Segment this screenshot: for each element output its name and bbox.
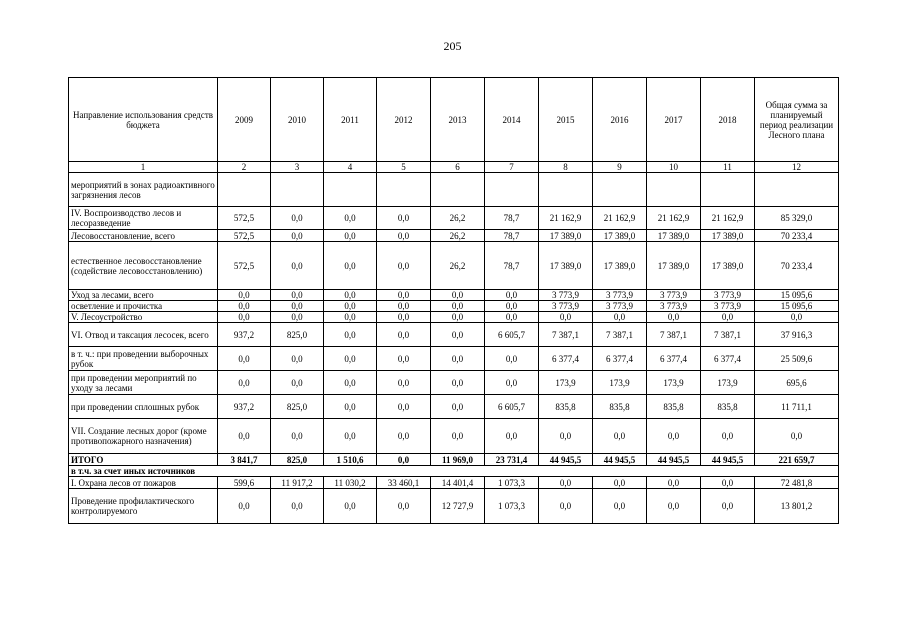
table-row: [69, 489, 839, 524]
cell-value: 0,0: [377, 454, 431, 466]
header-year: 2018: [701, 78, 755, 162]
row-label: Лесовосстановление, всего: [69, 230, 218, 242]
cell-value: 78,7: [485, 242, 539, 290]
cell-value: 13 801,2: [755, 489, 839, 524]
cell-value: 6 605,7: [485, 395, 539, 419]
header-year: 2017: [647, 78, 701, 162]
cell-value: 0,0: [324, 347, 377, 371]
header-year: 2016: [593, 78, 647, 162]
header-year: 2013: [431, 78, 485, 162]
header-year: 2010: [271, 78, 324, 162]
page-number: 205: [443, 39, 462, 53]
cell-value: 23 731,4: [485, 454, 539, 466]
column-number: 9: [593, 162, 647, 173]
cell-value: 12 727,9: [431, 489, 485, 524]
cell-value: 44 945,5: [593, 454, 647, 466]
cell-value: 0,0: [485, 347, 539, 371]
cell-value: 44 945,5: [701, 454, 755, 466]
cell-value: 0,0: [271, 347, 324, 371]
cell-value: 3 773,9: [701, 290, 755, 301]
cell-value: 0,0: [324, 323, 377, 347]
cell-value: 17 389,0: [647, 230, 701, 242]
cell-value: 37 916,3: [755, 323, 839, 347]
cell-value: 0,0: [647, 419, 701, 454]
cell-value: [701, 173, 755, 207]
table-row: [69, 371, 839, 395]
row-label: VII. Создание лесных дорог (кроме противопожарного назначения): [69, 419, 218, 454]
cell-value: 0,0: [377, 230, 431, 242]
table-body: [69, 173, 839, 524]
section-label: в т.ч. за счет иных источников: [69, 466, 839, 477]
cell-value: 599,6: [218, 477, 271, 489]
row-label: в т. ч.: при проведении выборочных рубок: [69, 347, 218, 371]
cell-value: 0,0: [271, 489, 324, 524]
header-row: [69, 78, 839, 162]
row-label: V. Лесоустройство: [69, 312, 218, 323]
cell-value: 7 387,1: [701, 323, 755, 347]
cell-value: 33 460,1: [377, 477, 431, 489]
cell-value: 835,8: [593, 395, 647, 419]
cell-value: 0,0: [377, 489, 431, 524]
cell-value: 173,9: [593, 371, 647, 395]
cell-value: 0,0: [324, 207, 377, 230]
cell-value: 3 773,9: [593, 301, 647, 312]
cell-value: 0,0: [701, 477, 755, 489]
row-label: мероприятий в зонах радиоактивного загрязнения лесов: [69, 173, 218, 207]
row-label: при проведении мероприятий по уходу за лесами: [69, 371, 218, 395]
cell-value: 0,0: [539, 312, 593, 323]
cell-value: [324, 173, 377, 207]
cell-value: 173,9: [539, 371, 593, 395]
header-year: 2015: [539, 78, 593, 162]
table-row: [69, 301, 839, 312]
cell-value: 825,0: [271, 323, 324, 347]
header-year: 2014: [485, 78, 539, 162]
cell-value: 937,2: [218, 323, 271, 347]
cell-value: 0,0: [431, 290, 485, 301]
cell-value: 0,0: [431, 347, 485, 371]
header-year: 2012: [377, 78, 431, 162]
cell-value: 26,2: [431, 242, 485, 290]
column-number: 7: [485, 162, 539, 173]
cell-value: 3 773,9: [647, 290, 701, 301]
cell-value: 21 162,9: [647, 207, 701, 230]
table-row: [69, 419, 839, 454]
cell-value: 17 389,0: [593, 242, 647, 290]
cell-value: 7 387,1: [593, 323, 647, 347]
cell-value: 26,2: [431, 207, 485, 230]
cell-value: 1 073,3: [485, 477, 539, 489]
cell-value: 11 711,1: [755, 395, 839, 419]
cell-value: 6 377,4: [647, 347, 701, 371]
table-row: [69, 477, 839, 489]
cell-value: 0,0: [539, 477, 593, 489]
cell-value: 0,0: [377, 242, 431, 290]
cell-value: [593, 173, 647, 207]
column-number: 1: [69, 162, 218, 173]
cell-value: 0,0: [485, 290, 539, 301]
cell-value: 0,0: [485, 371, 539, 395]
cell-value: 0,0: [377, 301, 431, 312]
cell-value: 0,0: [701, 419, 755, 454]
cell-value: 572,5: [218, 230, 271, 242]
cell-value: 0,0: [377, 347, 431, 371]
cell-value: 0,0: [539, 419, 593, 454]
cell-value: 0,0: [377, 207, 431, 230]
cell-value: 0,0: [377, 371, 431, 395]
column-number: 5: [377, 162, 431, 173]
cell-value: 173,9: [647, 371, 701, 395]
cell-value: 6 377,4: [701, 347, 755, 371]
cell-value: 173,9: [701, 371, 755, 395]
cell-value: 6 377,4: [539, 347, 593, 371]
cell-value: 78,7: [485, 230, 539, 242]
cell-value: 3 773,9: [647, 301, 701, 312]
cell-value: 0,0: [485, 419, 539, 454]
table-row: [69, 290, 839, 301]
cell-value: 0,0: [377, 419, 431, 454]
cell-value: 11 030,2: [324, 477, 377, 489]
cell-value: 3 841,7: [218, 454, 271, 466]
cell-value: 78,7: [485, 207, 539, 230]
cell-value: 11 969,0: [431, 454, 485, 466]
cell-value: 7 387,1: [647, 323, 701, 347]
cell-value: 6 377,4: [593, 347, 647, 371]
cell-value: 221 659,7: [755, 454, 839, 466]
cell-value: 6 605,7: [485, 323, 539, 347]
cell-value: 0,0: [218, 312, 271, 323]
cell-value: 0,0: [701, 312, 755, 323]
cell-value: 17 389,0: [593, 230, 647, 242]
cell-value: [377, 173, 431, 207]
cell-value: 0,0: [324, 242, 377, 290]
cell-value: 835,8: [647, 395, 701, 419]
cell-value: 0,0: [218, 301, 271, 312]
cell-value: 0,0: [271, 312, 324, 323]
cell-value: 15 095,6: [755, 301, 839, 312]
row-label: осветление и прочистка: [69, 301, 218, 312]
cell-value: 0,0: [271, 290, 324, 301]
cell-value: 85 329,0: [755, 207, 839, 230]
cell-value: 0,0: [431, 312, 485, 323]
column-number: 10: [647, 162, 701, 173]
cell-value: 0,0: [647, 312, 701, 323]
table-row: [69, 242, 839, 290]
cell-value: 17 389,0: [539, 230, 593, 242]
cell-value: 0,0: [271, 371, 324, 395]
header-year: 2011: [324, 78, 377, 162]
cell-value: 0,0: [701, 489, 755, 524]
row-label: IV. Воспроизводство лесов и лесоразведение: [69, 207, 218, 230]
cell-value: 15 095,6: [755, 290, 839, 301]
section-row: [69, 466, 839, 477]
cell-value: 0,0: [377, 312, 431, 323]
cell-value: 0,0: [377, 323, 431, 347]
cell-value: 72 481,8: [755, 477, 839, 489]
cell-value: 1 073,3: [485, 489, 539, 524]
cell-value: 0,0: [271, 419, 324, 454]
cell-value: [271, 173, 324, 207]
header-direction: Направление использования средств бюджета: [69, 78, 218, 162]
row-label: естественное лесовосстановление (содействие лесовосстановлению): [69, 242, 218, 290]
cell-value: 0,0: [593, 312, 647, 323]
column-number-row: [69, 162, 839, 173]
cell-value: 0,0: [324, 230, 377, 242]
cell-value: 835,8: [701, 395, 755, 419]
column-number: 2: [218, 162, 271, 173]
cell-value: 3 773,9: [701, 301, 755, 312]
cell-value: 17 389,0: [647, 242, 701, 290]
table-row: [69, 347, 839, 371]
cell-value: 0,0: [647, 477, 701, 489]
column-number: 6: [431, 162, 485, 173]
cell-value: 0,0: [431, 323, 485, 347]
total-row: [69, 454, 839, 466]
cell-value: 44 945,5: [539, 454, 593, 466]
cell-value: 937,2: [218, 395, 271, 419]
cell-value: [431, 173, 485, 207]
column-number: 8: [539, 162, 593, 173]
row-label: ИТОГО: [69, 454, 218, 466]
cell-value: 0,0: [218, 290, 271, 301]
cell-value: 0,0: [593, 489, 647, 524]
column-number: 12: [755, 162, 839, 173]
cell-value: 0,0: [271, 242, 324, 290]
cell-value: [218, 173, 271, 207]
column-number: 11: [701, 162, 755, 173]
cell-value: [485, 173, 539, 207]
table-row: [69, 173, 839, 207]
cell-value: 825,0: [271, 395, 324, 419]
table-row: [69, 312, 839, 323]
cell-value: 0,0: [324, 371, 377, 395]
cell-value: 572,5: [218, 207, 271, 230]
table-row: [69, 323, 839, 347]
cell-value: 0,0: [324, 395, 377, 419]
cell-value: 0,0: [218, 371, 271, 395]
cell-value: 0,0: [324, 312, 377, 323]
cell-value: 14 401,4: [431, 477, 485, 489]
cell-value: 0,0: [324, 290, 377, 301]
cell-value: 3 773,9: [593, 290, 647, 301]
cell-value: 835,8: [539, 395, 593, 419]
cell-value: 0,0: [271, 230, 324, 242]
column-number: 4: [324, 162, 377, 173]
cell-value: 0,0: [218, 347, 271, 371]
row-label: Проведение профилактического контролируемого: [69, 489, 218, 524]
cell-value: 0,0: [324, 301, 377, 312]
cell-value: 3 773,9: [539, 290, 593, 301]
header-total: Общая сумма за планируемый период реализации Лесного плана: [755, 78, 839, 162]
cell-value: 0,0: [377, 290, 431, 301]
cell-value: 0,0: [271, 301, 324, 312]
column-number: 3: [271, 162, 324, 173]
cell-value: 0,0: [485, 301, 539, 312]
cell-value: 21 162,9: [539, 207, 593, 230]
cell-value: 1 510,6: [324, 454, 377, 466]
cell-value: 0,0: [324, 419, 377, 454]
table-row: [69, 207, 839, 230]
cell-value: 0,0: [647, 489, 701, 524]
cell-value: [647, 173, 701, 207]
cell-value: 0,0: [324, 489, 377, 524]
cell-value: 0,0: [431, 419, 485, 454]
row-label: VI. Отвод и таксация лесосек, всего: [69, 323, 218, 347]
row-label: Уход за лесами, всего: [69, 290, 218, 301]
cell-value: 0,0: [431, 395, 485, 419]
cell-value: 0,0: [218, 489, 271, 524]
cell-value: 0,0: [271, 207, 324, 230]
row-label: при проведении сплошных рубок: [69, 395, 218, 419]
cell-value: 3 773,9: [539, 301, 593, 312]
cell-value: 0,0: [539, 489, 593, 524]
cell-value: 0,0: [593, 477, 647, 489]
cell-value: 0,0: [755, 312, 839, 323]
cell-value: 0,0: [377, 395, 431, 419]
cell-value: 7 387,1: [539, 323, 593, 347]
row-label: I. Охрана лесов от пожаров: [69, 477, 218, 489]
cell-value: 695,6: [755, 371, 839, 395]
cell-value: 44 945,5: [647, 454, 701, 466]
cell-value: 25 509,6: [755, 347, 839, 371]
cell-value: 0,0: [485, 312, 539, 323]
cell-value: 572,5: [218, 242, 271, 290]
cell-value: 17 389,0: [701, 230, 755, 242]
cell-value: 11 917,2: [271, 477, 324, 489]
table-row: [69, 230, 839, 242]
cell-value: 0,0: [218, 419, 271, 454]
cell-value: 17 389,0: [701, 242, 755, 290]
cell-value: [539, 173, 593, 207]
cell-value: 0,0: [593, 419, 647, 454]
cell-value: [755, 173, 839, 207]
cell-value: 26,2: [431, 230, 485, 242]
cell-value: 0,0: [431, 301, 485, 312]
cell-value: 70 233,4: [755, 230, 839, 242]
table-row: [69, 395, 839, 419]
cell-value: 0,0: [431, 371, 485, 395]
cell-value: 0,0: [755, 419, 839, 454]
cell-value: 17 389,0: [539, 242, 593, 290]
cell-value: 21 162,9: [701, 207, 755, 230]
header-year: 2009: [218, 78, 271, 162]
cell-value: 21 162,9: [593, 207, 647, 230]
budget-table: [68, 77, 839, 524]
cell-value: 70 233,4: [755, 242, 839, 290]
cell-value: 825,0: [271, 454, 324, 466]
